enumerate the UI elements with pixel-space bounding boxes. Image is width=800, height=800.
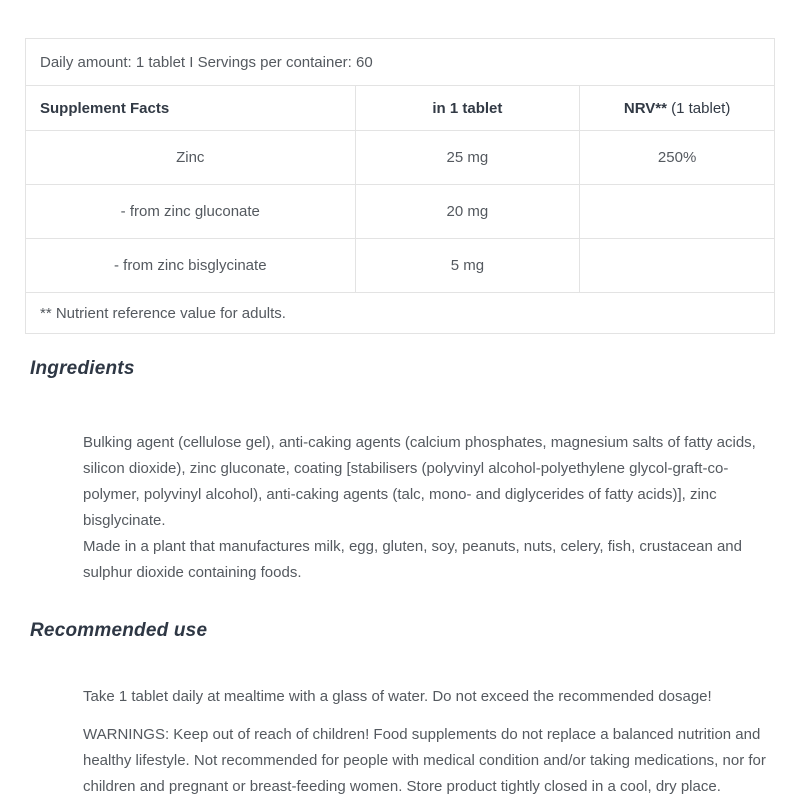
nrv-header-regular-text: (1 tablet) — [666, 99, 731, 117]
nutrient-amount: 25 mg — [355, 131, 580, 185]
recommended-use-heading: Recommended use — [30, 620, 208, 641]
nrv-footnote-text: ** Nutrient reference value for adults. — [26, 293, 775, 334]
table-footnote-row — [26, 293, 775, 334]
nutrient-nrv: 250% — [580, 131, 775, 185]
allergen-paragraph: Made in a plant that manufactures milk, egg, gluten, soy, peanuts, nuts, celery, fish, crustacean and sulphur dioxide containing foods. — [83, 538, 742, 581]
col-header-nrv — [580, 86, 775, 131]
table-row — [26, 185, 775, 239]
nutrient-name: Zinc — [26, 131, 356, 185]
table-header-row — [26, 86, 775, 131]
ingredients-heading: Ingredients — [30, 358, 135, 379]
col-header-supplement-facts: Supplement Facts — [26, 86, 356, 131]
daily-amount-text: Daily amount: 1 tablet I Servings per container: 60 — [26, 39, 775, 86]
ingredients-text-block — [83, 430, 775, 586]
table-row — [26, 131, 775, 185]
table-row — [26, 239, 775, 293]
col-header-in-1-tablet: in 1 tablet — [355, 86, 580, 131]
daily-amount-row — [26, 39, 775, 86]
nutrient-amount: 20 mg — [355, 185, 580, 239]
nrv-header-bold-text: NRV** — [623, 99, 667, 117]
recommended-use-text-block — [83, 684, 775, 800]
dosage-paragraph: Take 1 tablet daily at mealtime with a glass of water. Do not exceed the recommended dosage! — [83, 688, 712, 705]
nutrient-name: - from zinc gluconate — [26, 185, 356, 239]
warnings-paragraph: WARNINGS: Keep out of reach of children! Food supplements do not replace a balanced nutrition and healthy lifestyle. Not recommended for people with medical condition and/or taking medications, nor for children and pregnant or breast-feeding women. Store product tightly closed in a cool, dry place. — [83, 726, 766, 795]
nutrient-name: - from zinc bisglycinate — [26, 239, 356, 293]
nutrient-nrv — [580, 185, 775, 239]
ingredients-paragraph: Bulking agent (cellulose gel), anti-caking agents (calcium phosphates, magnesium salts of fatty acids, silicon dioxide), zinc gluconate, coating [stabilisers (polyvinyl alcohol-polyethylene glycol-graft-co-polymer, polyvinyl alcohol), anti-caking agents (talc, mono- and diglycerides of fatty acids)], zinc bisglycinate. — [83, 434, 756, 529]
nutrient-amount: 5 mg — [355, 239, 580, 293]
nutrient-nrv — [580, 239, 775, 293]
supplement-facts-table — [25, 38, 775, 334]
